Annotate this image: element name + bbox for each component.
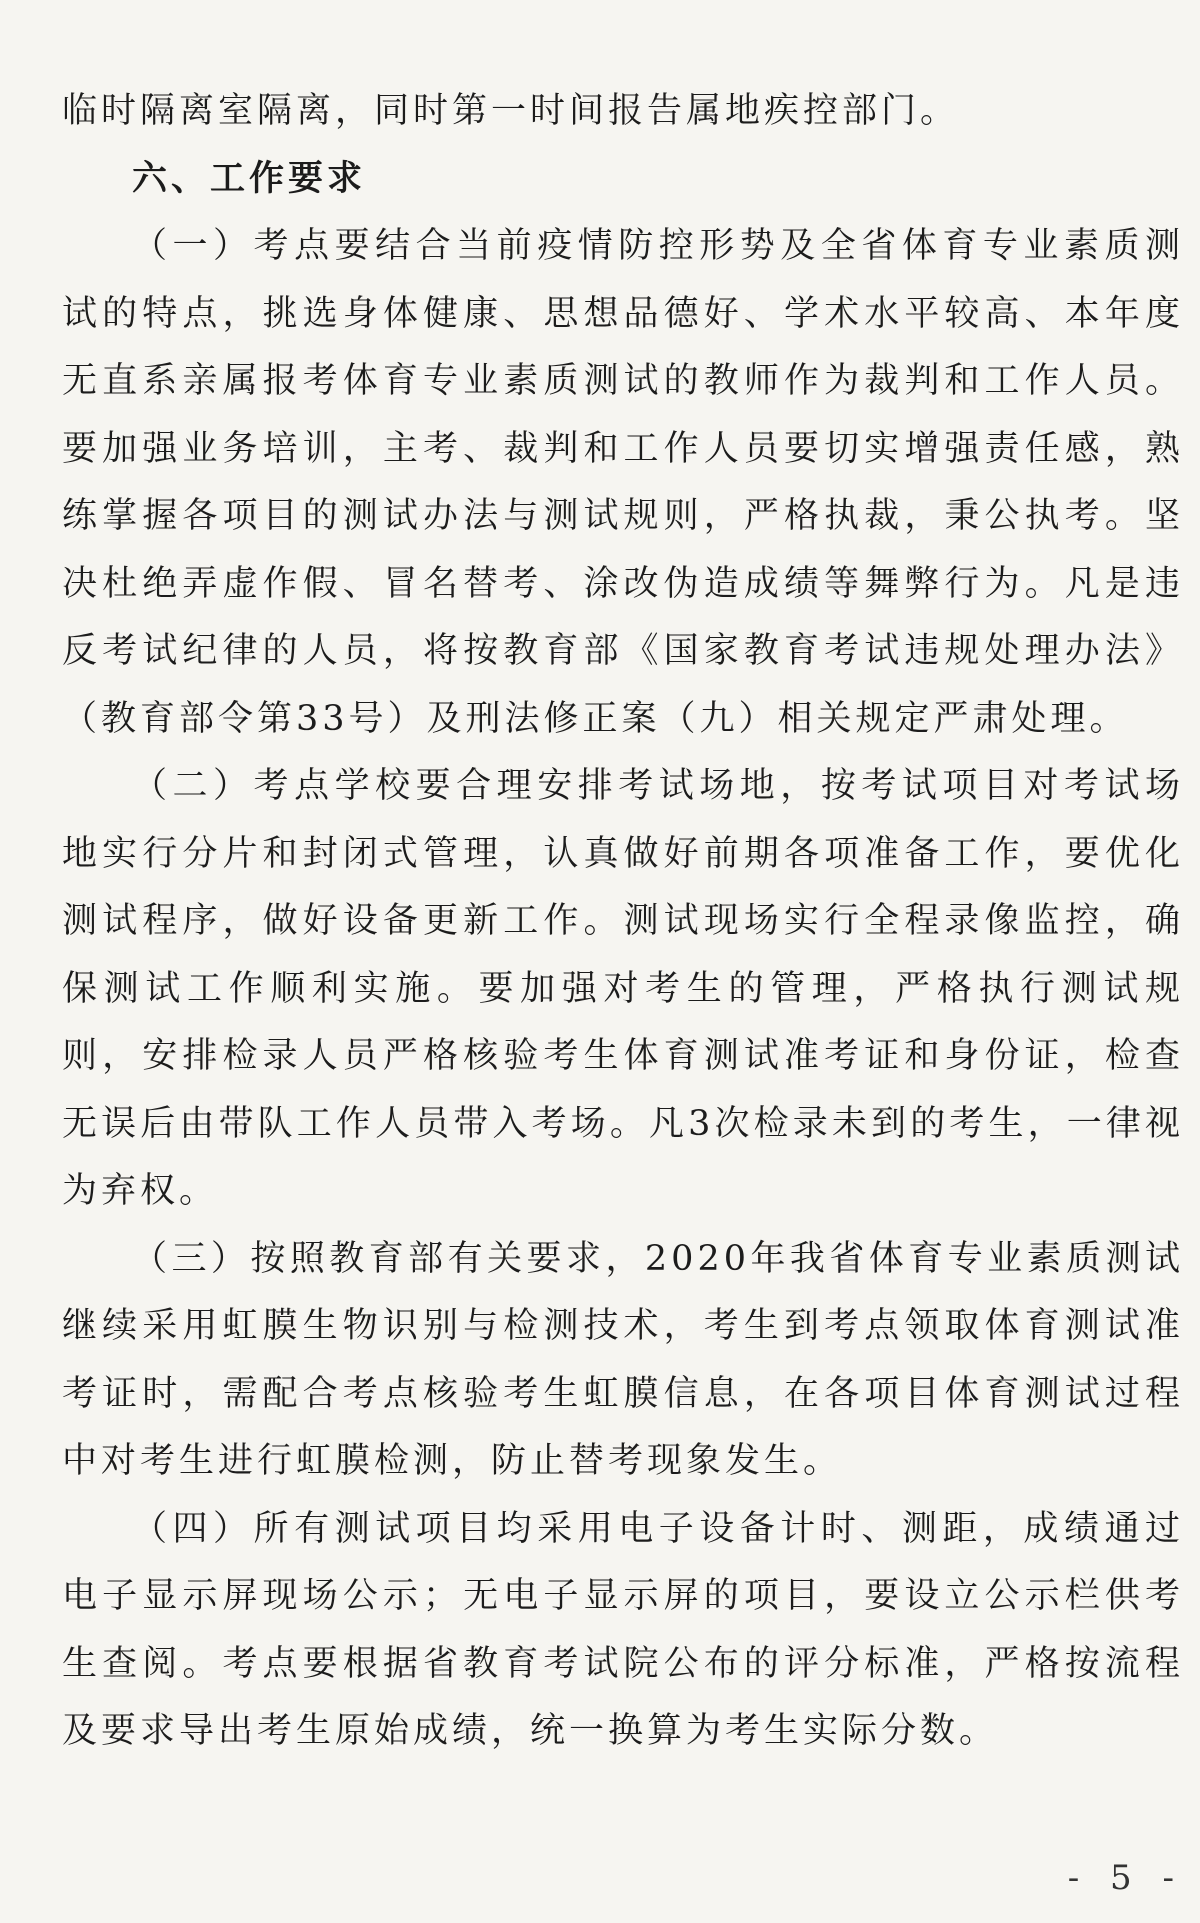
paragraph-requirement-4: （四）所有测试项目均采用电子设备计时、测距，成绩通过电子显示屏现场公示；无电子显示屏的项目，要设立公示栏供考生查阅。考点要根据省教育考试院公布的评分标准，严格按流程及要求导出考生原始成绩，统一换算为考生实际分数。 — [62, 1508, 1184, 1751]
paragraph-requirement-2: （二）考点学校要合理安排考试场地，按考试项目对考试场地实行分片和封闭式管理，认真做好前期各项准备工作，要优化测试程序，做好设备更新工作。测试现场实行全程录像监控，确保测试工作顺利实施。要加强对考生的管理，严格执行测试规则，安排检录人员严格核验考生体育测试准考证和身份证，检查无误后由带队工作人员带入考场。凡3次检录未到的考生，一律视为弃权。 — [62, 766, 1184, 1211]
paragraph-continuation: 临时隔离室隔离，同时第一时间报告属地疾控部门。 — [62, 91, 960, 131]
document-body — [62, 78, 1184, 1766]
paragraph-requirement-1: （一）考点要结合当前疫情防控形势及全省体育专业素质测试的特点，挑选身体健康、思想品德好、学术水平较高、本年度无直系亲属报考体育专业素质测试的教师作为裁判和工作人员。要加强业务培训，主考、裁判和工作人员要切实增强责任感，熟练掌握各项目的测试办法与测试规则，严格执裁，秉公执考。坚决杜绝弄虚作假、冒名替考、涂改伪造成绩等舞弊行为。凡是违反考试纪律的人员，将按教育部《国家教育考试违规处理办法》（教育部令第33号）及刑法修正案（九）相关规定严肃处理。 — [62, 226, 1184, 739]
paragraph-requirement-3: （三）按照教育部有关要求，2020年我省体育专业素质测试继续采用虹膜生物识别与检测技术，考生到考点领取体育测试准考证时，需配合考点核验考生虹膜信息，在各项目体育测试过程中对考生进行虹膜检测，防止替考现象发生。 — [62, 1238, 1184, 1481]
page-number: - 5 - — [1067, 1858, 1184, 1898]
section-heading: 六、工作要求 — [132, 158, 367, 199]
